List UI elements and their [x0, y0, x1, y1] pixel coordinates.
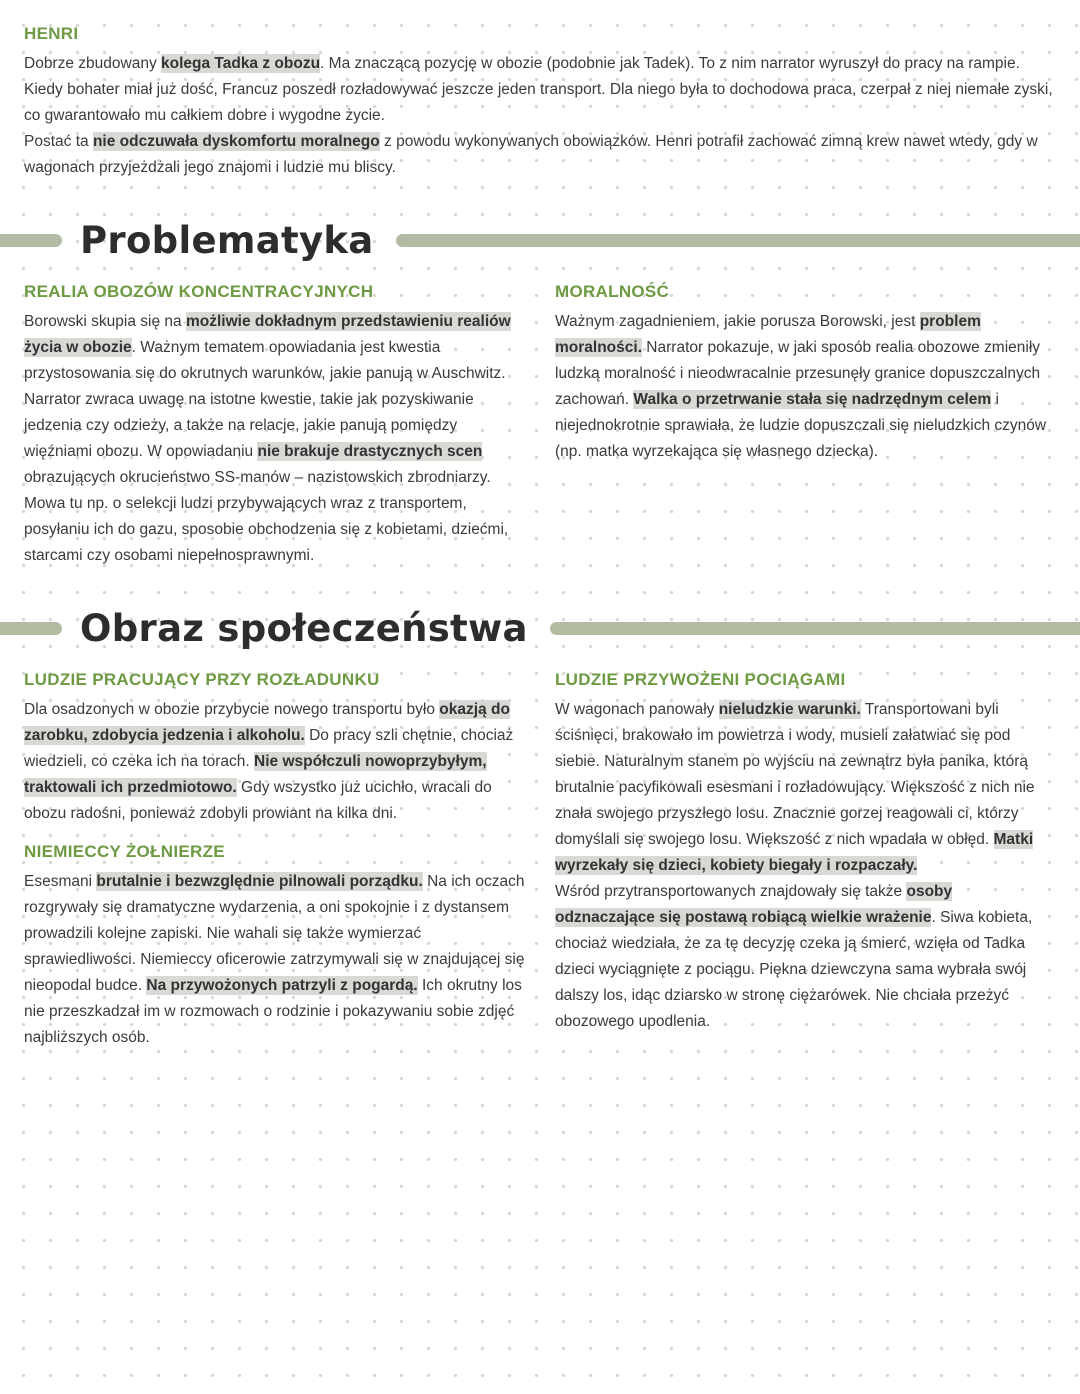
decor-bar-left	[0, 234, 62, 247]
text-run: Ważnym zagadnieniem, jakie porusza Borowski, jest	[555, 313, 920, 330]
ludzie-przywozeni-paragraph-2	[555, 879, 1056, 1035]
text-run: Narrator pokazuje, w jaki sposób realia obozowe zmieniły ludzką moralność i nieodwracalnie przesunęły granice dopuszczalnych zachowań.	[555, 339, 1041, 408]
text-run: Dobrze zbudowany	[24, 55, 161, 72]
realia-block	[24, 282, 525, 569]
text-run: Borowski skupia się na	[24, 313, 186, 330]
moralnosc-heading: MORALNOŚĆ	[555, 282, 670, 301]
highlighted-phrase: Walka o przetrwanie stała się nadrzędnym celem	[633, 391, 992, 408]
text-run: Dla osadzonych w obozie przybycie nowego transportu było	[24, 701, 440, 718]
text-run: . Ma znaczącą pozycję w obozie (podobnie jak Tadek). To z nim narrator wyruszył do pracy na rampie. Kiedy bohater miał już dość, Francuz poszedł rozładowywać jeszcze jeden transport. Dla niego była to dochodowa praca, czerpał z niej niemałe zyski, co gwarantowało mu całkiem dobre i wygodne życie.	[24, 55, 1053, 124]
highlighted-phrase: Nie współczuli nowoprzybyłym, traktowali ich przedmiotowo.	[24, 753, 487, 796]
realia-heading: REALIA OBOZÓW KONCENTRACYJNYCH	[24, 282, 374, 301]
ludzie-pracujacy-block	[24, 670, 525, 827]
highlighted-phrase: nieludzkie warunki.	[718, 701, 861, 718]
section-header-obraz-spoleczenstwa	[0, 607, 1080, 650]
niemieccy-zolnierze-heading: NIEMIECCY ŻOŁNIERZE	[24, 842, 225, 861]
section-title-obraz-spoleczenstwa-text: Obraz społeczeństwa	[80, 607, 528, 650]
section-title-problematyka-text: Problematyka	[80, 219, 374, 262]
text-run: Postać ta	[24, 133, 93, 150]
moralnosc-block	[555, 282, 1056, 465]
text-run: Do pracy szli chętnie, chociaż wiedzieli, co czeka ich na torach.	[24, 727, 514, 770]
realia-paragraph	[24, 309, 525, 569]
highlighted-phrase: możliwie dokładnym przedstawieniu realiów życia w obozie	[24, 313, 511, 356]
text-run: obrazujących okrucieństwo SS-manów – nazistowskich zbrodniarzy. Mowa tu np. o selekcji ludzi przybywających wraz z transportem, posyłaniu ich do gazu, sposobie obchodzenia się z kobietami, dziećmi, starcami czy osobami niepełnosprawnymi.	[24, 469, 509, 564]
text-run: Na ich oczach rozgrywały się dramatyczne wydarzenia, a oni spokojnie i z dystansem prowadzili kolejne zapiski. Nie wahali się także wymierzać sprawiedliwości. Niemieccy oficerowie zatrzymywali się w znajdującej się nieopodal budce.	[24, 873, 525, 994]
obraz-left-column	[24, 670, 525, 1051]
highlighted-phrase: kolega Tadka z obozu	[161, 55, 321, 72]
ludzie-pracujacy-paragraph	[24, 697, 525, 827]
problematyka-columns	[0, 282, 1080, 569]
problematyka-right-column	[555, 282, 1056, 465]
decor-bar-right	[550, 622, 1080, 635]
problematyka-left-column	[24, 282, 525, 569]
text-run: Transportowani byli ściśnięci, brakowało im powietrza i wody, musieli załatwiać się pod siebie. Naturalnym stanem po wyjściu na zewnątrz była panika, którą brutalnie pacyfikowali esesmani i rozładowujący. Większość z nich nie znała swojego przyszłego losu. Znacznie gorzej reagowali ci, którzy domyślali się swojego losu. Większość z nich wpadała w obłęd.	[555, 701, 1035, 848]
highlighted-phrase: Na przywożonych patrzyli z pogardą.	[146, 977, 418, 994]
ludzie-przywozeni-heading: LUDZIE PRZYWOŻENI POCIĄGAMI	[555, 670, 846, 689]
highlighted-phrase: nie odczuwała dyskomfortu moralnego	[92, 133, 380, 150]
text-run: z powodu wykonywanych obowiązków. Henri potrafił zachować zimną krew nawet wtedy, gdy w wagonach przyjeżdżali jego znajomi i ludzie mu bliscy.	[24, 133, 1038, 176]
henri-section	[0, 0, 1080, 181]
niemieccy-zolnierze-paragraph	[24, 869, 525, 1051]
highlighted-phrase: osoby odznaczające się postawą robiącą wielkie wrażenie	[555, 883, 953, 926]
decor-bar-right	[396, 234, 1080, 247]
highlighted-phrase: brutalnie i bezwzględnie pilnowali porządku.	[96, 873, 423, 890]
text-run: . Siwa kobieta, chociaż wiedziała, że za tę decyzję czeka ją śmierć, wzięła od Tadka dzieci wyciągnięte z pociągu. Piękna dziewczyna sama wybrała swój dalszy los, idąc dziarsko w stronę ciężarówek. Nie chciała przeżyć obozowego upodlenia.	[555, 909, 1033, 1030]
highlighted-phrase: Matki wyrzekały się dzieci, kobiety biegały i rozpaczały.	[555, 831, 1034, 874]
obraz-spoleczenstwa-columns	[0, 670, 1080, 1051]
henri-paragraph-1	[24, 51, 1056, 129]
henri-heading: HENRI	[24, 24, 79, 43]
moralnosc-paragraph	[555, 309, 1056, 465]
text-run: . Ważnym tematem opowiadania jest kwestia przystosowania się do okrutnych warunków, jakie panują w Auschwitz. Narrator zwraca uwagę na istotne kwestie, takie jak pozyskiwanie jedzenia czy odzieży, a także na relacje, jakie panują pomiędzy więźniami obozu. W opowiadaniu	[24, 339, 506, 460]
ludzie-pracujacy-heading: LUDZIE PRACUJĄCY PRZY ROZŁADUNKU	[24, 670, 380, 689]
ludzie-przywozeni-block	[555, 670, 1056, 1035]
obraz-right-column	[555, 670, 1056, 1035]
text-run: Wśród przytransportowanych znajdowały się także	[555, 883, 907, 900]
highlighted-phrase: nie brakuje drastycznych scen	[257, 443, 483, 460]
henri-paragraph-2	[24, 129, 1056, 181]
section-header-problematyka	[0, 219, 1080, 262]
text-run: Esesmani	[24, 873, 97, 890]
text-run: Gdy wszystko już ucichło, wracali do obozu radośni, ponieważ zdobyli prowiant na kilka dni.	[24, 779, 492, 822]
text-run: Ich okrutny los nie przeszkadzał im w rozmowach o rodzinie i pokazywaniu sobie zdjęć najbliższych osób.	[24, 977, 522, 1046]
niemieccy-zolnierze-block	[24, 842, 525, 1051]
text-run: i niejednokrotnie sprawiała, że ludzie dopuszczali się nieludzkich czynów (np. matka wyrzekająca się własnego dziecka).	[555, 391, 1047, 460]
text-run: W wagonach panowały	[555, 701, 719, 718]
ludzie-przywozeni-paragraph-1	[555, 697, 1056, 879]
decor-bar-left	[0, 622, 62, 635]
highlighted-phrase: okazją do zarobku, zdobycia jedzenia i alkoholu.	[24, 701, 510, 744]
highlighted-phrase: problem moralności.	[555, 313, 981, 356]
